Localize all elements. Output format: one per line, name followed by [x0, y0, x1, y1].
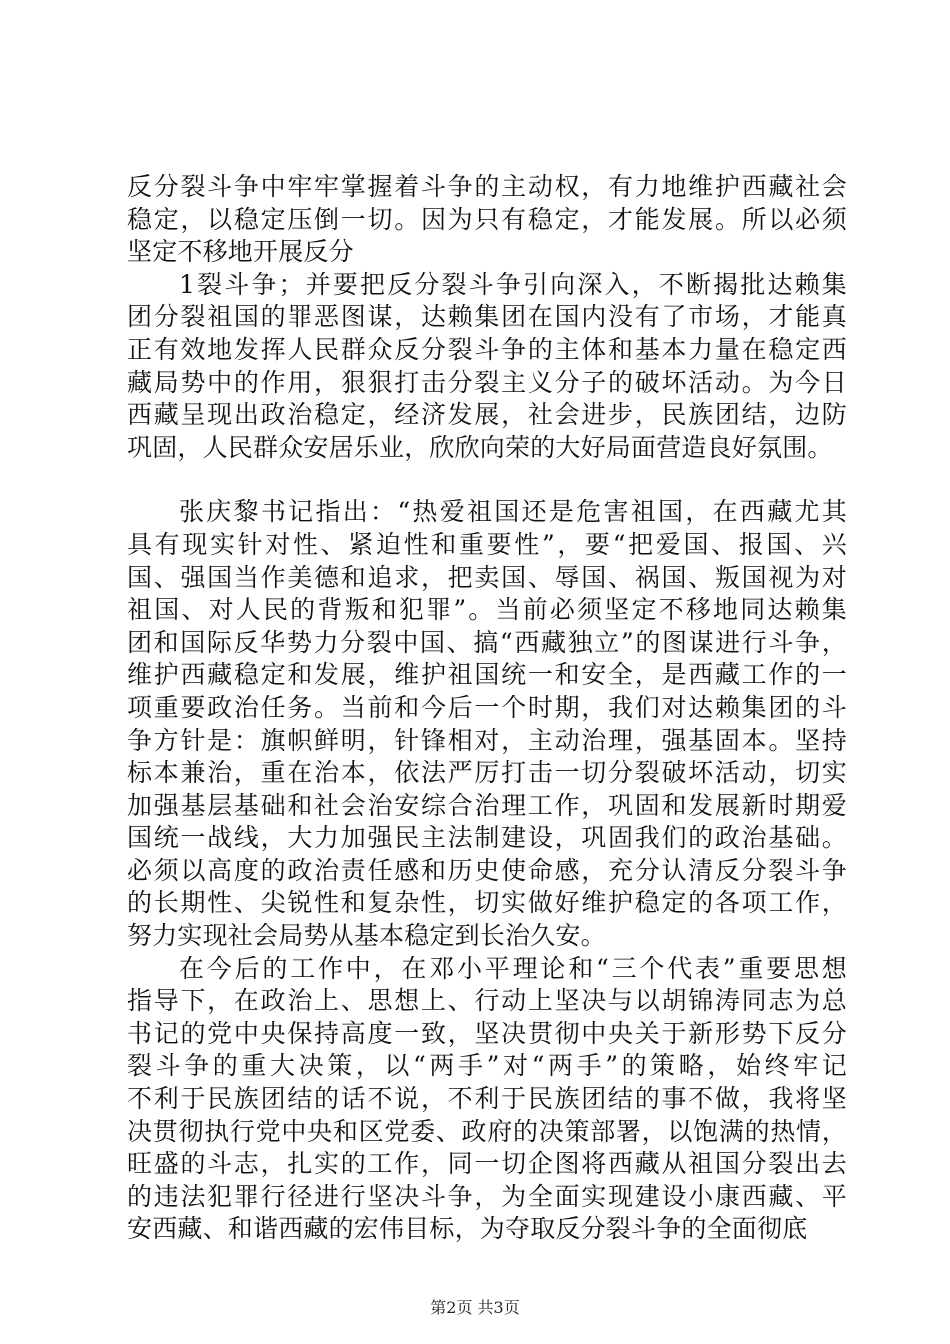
text-line: 巩固，人民群众安居乐业，欣欣向荣的大好局面营造良好氛围。 — [127, 432, 833, 462]
text-line: 1裂斗争；并要把反分裂斗争引向深入，不断揭批达赖集 — [179, 269, 847, 299]
paragraph — [127, 171, 847, 269]
paragraph — [127, 953, 847, 1246]
text-line: 反分裂斗争中牢牢掌握着斗争的主动权，有力地维护西藏社会 — [127, 172, 847, 201]
text-line: 加强基层基础和社会治安综合治理工作，巩固和发展新时期爱 — [127, 790, 847, 820]
paragraph — [127, 496, 847, 952]
text-line: 国、强国当作美德和追求，把卖国、辱国、祸国、叛国视为对 — [127, 562, 847, 592]
text-line: 西藏呈现出政治稳定，经济发展，社会进步，民族团结，边防 — [127, 400, 847, 430]
text-line: 藏局势中的作用，狠狠打击分裂主义分子的破坏活动。为今日 — [127, 367, 847, 397]
text-line: 具有现实针对性、紧迫性和重要性”，要“把爱国、报国、兴 — [127, 529, 847, 559]
text-line: 必须以高度的政治责任感和历史使命感，充分认清反分裂斗争 — [127, 855, 847, 885]
text-line: 指导下，在政治上、思想上、行动上坚决与以胡锦涛同志为总 — [127, 986, 847, 1016]
text-line: 不利于民族团结的话不说，不利于民族团结的事不做，我将坚 — [127, 1084, 847, 1114]
text-line: 争方针是：旗帜鲜明，针锋相对，主动治理，强基固本。坚持 — [127, 725, 847, 755]
text-line: 在今后的工作中，在邓小平理论和“三个代表”重要思想 — [179, 953, 847, 983]
text-line: 张庆黎书记指出：“热爱祖国还是危害祖国，在西藏尤其 — [179, 497, 847, 527]
text-line: 团分裂祖国的罪恶图谋，达赖集团在国内没有了市场，才能真 — [127, 302, 847, 332]
text-line: 裂斗争的重大决策，以“两手”对“两手”的策略，始终牢记 — [127, 1051, 847, 1081]
text-line: 努力实现社会局势从基本稳定到长治久安。 — [127, 921, 606, 951]
text-line: 坚定不移地开展反分 — [127, 237, 354, 267]
text-line: 祖国、对人民的背叛和犯罪”。当前必须坚定不移地同达赖集 — [127, 595, 847, 625]
paragraph — [127, 269, 847, 465]
text-line: 的违法犯罪行径进行坚决斗争，为全面实现建设小康西藏、平 — [127, 1181, 847, 1211]
text-line: 标本兼治，重在治本，依法严厉打击一切分裂破坏活动，切实 — [127, 758, 847, 788]
text-line: 项重要政治任务。当前和今后一个时期，我们对达赖集团的斗 — [127, 692, 847, 722]
text-line: 的长期性、尖锐性和复杂性，切实做好维护稳定的各项工作， — [127, 888, 847, 918]
page-footer: 第2页 共3页 — [430, 1298, 520, 1317]
text-line: 安西藏、和谐西藏的宏伟目标，为夺取反分裂斗争的全面彻底 — [127, 1214, 808, 1244]
text-line: 国统一战线，大力加强民主法制建设，巩固我们的政治基础。 — [127, 823, 847, 853]
text-line: 团和国际反华势力分裂中国、搞“西藏独立”的图谋进行斗争， — [127, 627, 847, 657]
text-line: 书记的党中央保持高度一致，坚决贯彻中央关于新形势下反分 — [127, 1018, 847, 1048]
text-line: 稳定，以稳定压倒一切。因为只有稳定，才能发展。所以必须 — [127, 204, 847, 234]
paragraph-gap — [127, 464, 847, 496]
text-line: 正有效地发挥人民群众反分裂斗争的主体和基本力量在稳定西 — [127, 334, 847, 364]
text-line: 旺盛的斗志，扎实的工作，同一切企图将西藏从祖国分裂出去 — [127, 1149, 847, 1179]
document-body — [127, 171, 847, 1246]
text-line: 维护西藏稳定和发展，维护祖国统一和安全，是西藏工作的一 — [127, 660, 847, 690]
text-line: 决贯彻执行党中央和区党委、政府的决策部署，以饱满的热情， — [127, 1116, 847, 1146]
